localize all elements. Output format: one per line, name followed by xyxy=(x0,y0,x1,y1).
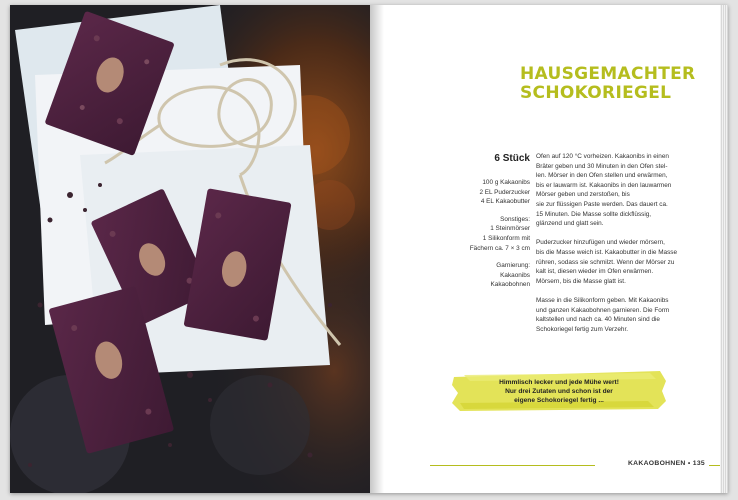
footer-section: KAKAOBOHNEN xyxy=(627,460,686,467)
ingredient-item: 4 EL Kakaobutter xyxy=(480,198,530,206)
ingredient-item: 2 EL Puderzucker xyxy=(479,188,530,196)
tool-item: 1 Steinmörser xyxy=(490,225,530,233)
garnish-label: Garnierung: xyxy=(496,262,530,270)
page-number: 135 xyxy=(692,460,705,467)
instructions xyxy=(536,152,714,344)
left-page-photo xyxy=(10,5,370,493)
recipe-title-line-1: HAUSGEMACHTER xyxy=(520,64,696,84)
chocolate-bars-photo xyxy=(10,5,370,493)
ingredient-list xyxy=(410,178,530,290)
garnish-item: Kakaobohnen xyxy=(490,281,530,289)
right-page-recipe xyxy=(370,5,728,493)
servings: 6 Stück xyxy=(494,153,530,164)
page-edge xyxy=(720,5,728,493)
tools-label: Sonstiges: xyxy=(500,215,530,223)
spacer xyxy=(410,253,530,261)
page-footer xyxy=(595,460,709,467)
instruction-paragraph: Masse in die Silikonform geben. Mit Kakaonibs und ganzen Kakaobohnen garnieren. Die Form kaltstellen und nach ca. 40 Minuten sind die Schokoriegel fertig zum Verzehr. xyxy=(536,296,670,333)
footer-separator: • xyxy=(687,460,691,467)
tip-text: Himmlisch lecker und jede Mühe wert! Nur drei Zutaten und schon ist der eigene Schokoriegel fertig ... xyxy=(499,379,619,405)
tool-item: 1 Silikonform mit xyxy=(482,234,530,242)
instruction-paragraph: Ofen auf 120 °C vorheizen. Kakaonibs in einen Bräter geben und 30 Minuten in den Ofen stel- len. Mörser in den Ofen stellen und erwärmen, bis er lauwarm ist. Kakaonibs in den lauwarmen Mörser geben und zerstoßen, bis sie zur flüssigen Paste werden. Das dauert ca. 15 Minuten. Die Masse sollte dickflüssig, glänzend und glatt sein. xyxy=(536,153,672,228)
spacer xyxy=(410,207,530,215)
recipe-title xyxy=(520,65,710,103)
recipe-title-line-2: SCHOKORIEGEL xyxy=(520,83,672,103)
ingredient-item: 100 g Kakaonibs xyxy=(482,179,530,186)
open-book xyxy=(10,5,728,493)
instruction-paragraph: Puderzucker hinzufügen und wieder mörsern, bis die Masse weich ist. Kakaobutter in die Masse rühren, sodass sie schmilzt. Wenn der Mörser zu kalt ist, diesen wieder im Ofen erwärmen. Mörsern, bis die Masse glatt ist. xyxy=(536,239,678,285)
garnish-item: Kakaonibs xyxy=(500,271,530,279)
tool-item: Fächern ca. 7 × 3 cm xyxy=(469,244,530,252)
tip-box xyxy=(450,367,668,413)
